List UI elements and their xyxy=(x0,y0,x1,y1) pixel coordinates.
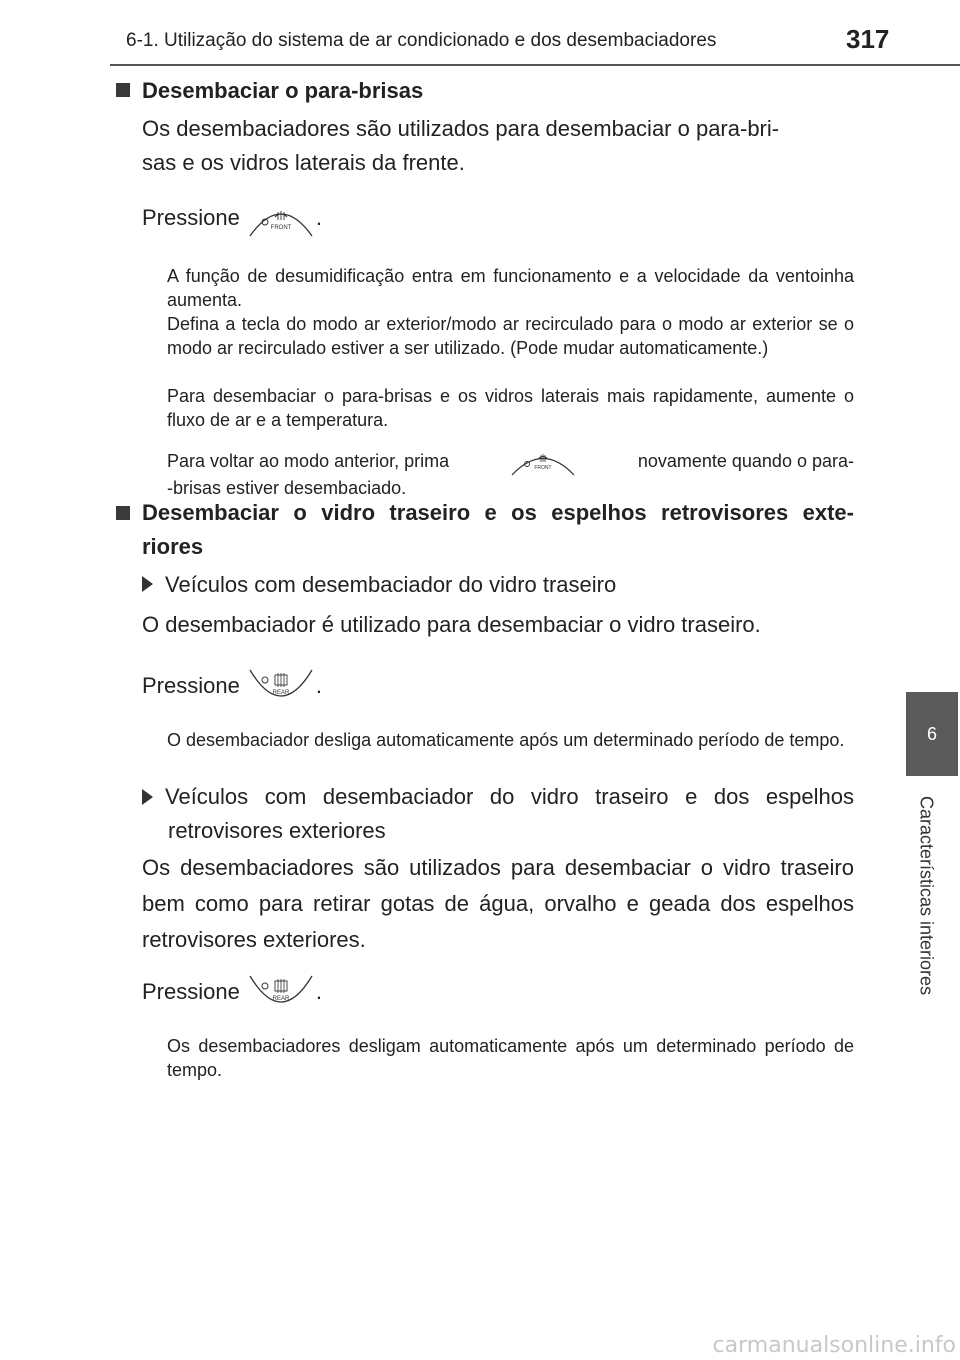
rear-defogger-button-icon xyxy=(248,666,314,706)
rear-button-label-2: REAR xyxy=(272,996,290,1002)
bullet-rear-window-text: Veículos com desembaciador do vidro traseiro xyxy=(165,572,617,597)
bullet-rear-and-mirrors-line2: retrovisores exteriores xyxy=(168,818,386,843)
note-air-mode: Defina a tecla do modo ar exterior/modo ar recirculado para o modo ar exterior se o modo ar recirculado estiver a ser utilizado. (Pode mudar automaticamente.) xyxy=(167,314,854,358)
bullet-rear-window xyxy=(142,568,854,602)
bullet-rear-and-mirrors xyxy=(142,780,854,848)
rear-button-label: REAR xyxy=(272,690,290,696)
section-title-rear-line1: Desembaciar o vidro traseiro e os espelhos retrovisores exte- xyxy=(142,500,854,525)
triangle-bullet-icon xyxy=(142,576,153,592)
section-title-text: Desembaciar o para-brisas xyxy=(142,78,424,103)
square-bullet-icon xyxy=(116,506,130,520)
section-title-rear-line2: riores xyxy=(142,534,204,559)
note-return-after: novamente quando o para- xyxy=(637,451,854,471)
press-instruction-rear-2: Pressione REAR . xyxy=(142,972,322,1012)
rear-defogger-paragraph: O desembaciador é utilizado para desembaciar o vidro traseiro. xyxy=(142,612,761,637)
section-title-rear xyxy=(116,496,856,564)
press-label: Pressione xyxy=(142,673,240,698)
press-instruction-rear-1: Pressione REAR . xyxy=(142,666,322,706)
intro-paragraph-line2: sas e os vidros laterais da frente. xyxy=(142,150,465,175)
mirrors-paragraph: Os desembaciadores são utilizados para desembaciar o vidro traseiro bem como para retirar gotas de água, orvalho e geada dos espelhos retrovisores exteriores. xyxy=(142,855,854,952)
chapter-tab-number: 6 xyxy=(926,723,937,744)
front-inline-label: FRONT xyxy=(534,465,553,471)
intro-paragraph-line1: Os desembaciadores são utilizados para desembaciar o para-bri- xyxy=(142,116,780,141)
note-return-previous xyxy=(167,446,854,500)
front-defroster-button-icon xyxy=(248,198,314,238)
square-bullet-icon xyxy=(116,83,130,97)
header-divider xyxy=(110,64,960,66)
chapter-tab xyxy=(906,692,958,776)
note-return-before: Para voltar ao modo anterior, prima xyxy=(167,451,450,471)
chapter-side-label: Características interiores xyxy=(916,796,937,996)
note-faster-defog: Para desembaciar o para-brisas e os vidros laterais mais rapidamente, aumente o fluxo de ar e a temperatura. xyxy=(167,386,854,430)
rear-defogger-button-icon xyxy=(248,972,314,1012)
press-instruction-front: Pressione FRONT . xyxy=(142,198,322,238)
chapter-header: 6-1. Utilização do sistema de ar condicionado e dos desembaciadores xyxy=(126,30,717,51)
front-button-label: FRONT xyxy=(270,225,292,231)
note-return-line2: -brisas estiver desembaciado. xyxy=(167,478,407,498)
note-mirrors-auto-off: Os desembaciadores desligam automaticamente após um determinado período de tempo. xyxy=(167,1036,854,1080)
bullet-rear-and-mirrors-line1: Veículos com desembaciador do vidro traseiro e dos espelhos xyxy=(165,784,854,809)
page-number: 317 xyxy=(846,24,890,54)
watermark: carmanualsonline.info xyxy=(712,1333,956,1358)
section-title-windshield xyxy=(116,74,856,108)
press-label: Pressione xyxy=(142,979,240,1004)
front-defroster-inline-icon xyxy=(510,446,576,476)
note-dehumidify: A função de desumidificação entra em funcionamento e a velocidade da ventoinha aumenta. xyxy=(167,266,854,310)
note-rear-auto-off: O desembaciador desliga automaticamente após um determinado período de tempo. xyxy=(167,730,845,750)
press-label: Pressione xyxy=(142,205,240,230)
triangle-bullet-icon xyxy=(142,789,153,805)
